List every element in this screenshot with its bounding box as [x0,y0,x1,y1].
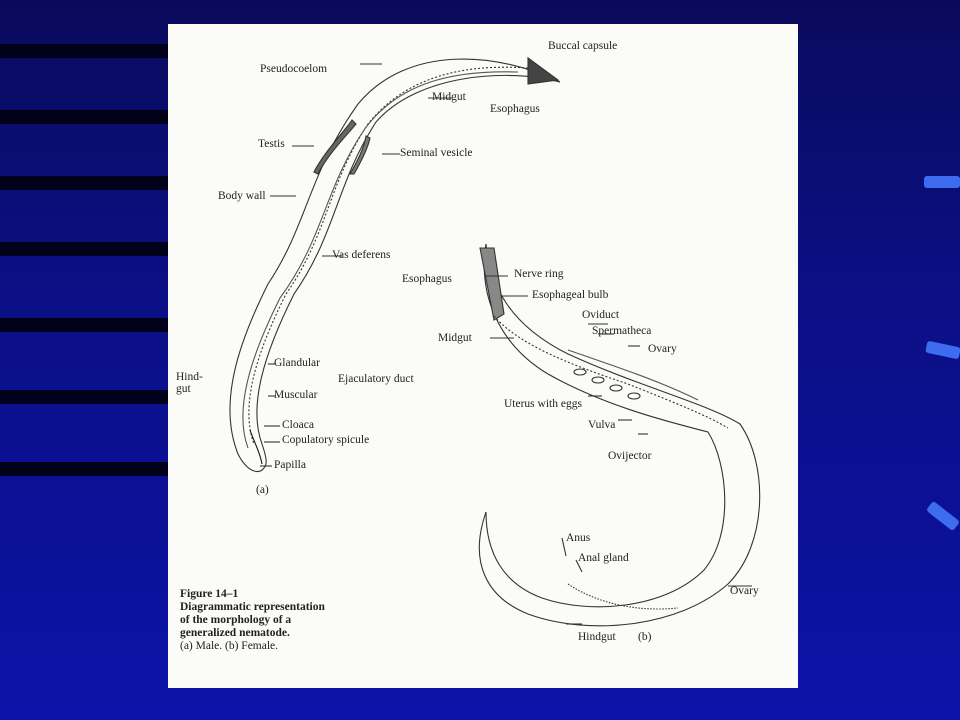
caption-title-line1: Diagrammatic representation [180,601,325,613]
accent-dash [924,176,960,188]
accent-dash [925,341,960,360]
label-nerve-ring: Nerve ring [514,268,564,280]
background-stripe [0,110,175,124]
label-cloaca: Cloaca [282,419,314,431]
caption-title-line2: of the morphology of a [180,614,292,626]
label-vulva: Vulva [588,419,616,431]
label-ejaculatory-duct: Ejaculatory duct [338,373,414,385]
male-seminal-vesicle [350,136,370,174]
label-esophageal-bulb: Esophageal bulb [532,289,609,301]
background-stripe [0,390,175,404]
label-anus: Anus [566,532,591,544]
male-buccal [528,58,558,84]
egg [592,377,604,383]
background-stripe [0,318,175,332]
background-stripe [0,242,175,256]
label-hindgut-b: Hindgut [578,631,616,643]
label-copulatory-spicule: Copulatory spicule [282,434,370,446]
background-stripe [0,462,175,476]
label-pseudocoelom: Pseudocoelom [260,63,328,75]
label-glandular: Glandular [274,357,320,369]
label-buccal-capsule: Buccal capsule [548,40,618,52]
label-esophagus-a: Esophagus [490,103,540,115]
label-body-wall: Body wall [218,190,266,202]
label-testis: Testis [258,138,285,150]
label-oviduct: Oviduct [582,309,620,321]
background-stripe [0,44,175,58]
label-midgut-b: Midgut [438,332,472,344]
label-muscular: Muscular [274,389,318,401]
figure-caption [180,588,325,653]
female-body-outer [479,244,759,626]
caption-title-line3: generalized nematode. [180,627,290,639]
caption-heading: Figure 14–1 [180,588,239,600]
label-seminal-vesicle: Seminal vesicle [400,147,473,159]
female-esophagus [480,248,504,320]
label-ovijector: Ovijector [608,450,652,462]
label-ovary-bottom: Ovary [730,585,759,597]
label-ovary-top: Ovary [648,343,677,355]
label-esophagus-b: Esophagus [402,273,452,285]
caption-subtitle: (a) Male. (b) Female. [180,640,279,652]
label-papilla: Papilla [274,459,306,471]
accent-dash [926,501,960,531]
label-hindgut-a: Hind- gut [176,371,203,395]
male-spicule [250,430,262,464]
male-testis [314,120,356,174]
label-spermatheca: Spermatheca [592,325,652,337]
label-midgut-a: Midgut [432,91,466,103]
egg [574,369,586,375]
egg [610,385,622,391]
background-stripe [0,176,175,190]
figure-panel [168,24,798,688]
label-anal-gland: Anal gland [578,552,629,564]
label-uterus-with-eggs: Uterus with eggs [504,398,582,410]
egg [628,393,640,399]
label-vas-deferens: Vas deferens [332,249,391,261]
label-panel-b: (b) [638,631,652,643]
label-panel-a: (a) [256,484,269,496]
